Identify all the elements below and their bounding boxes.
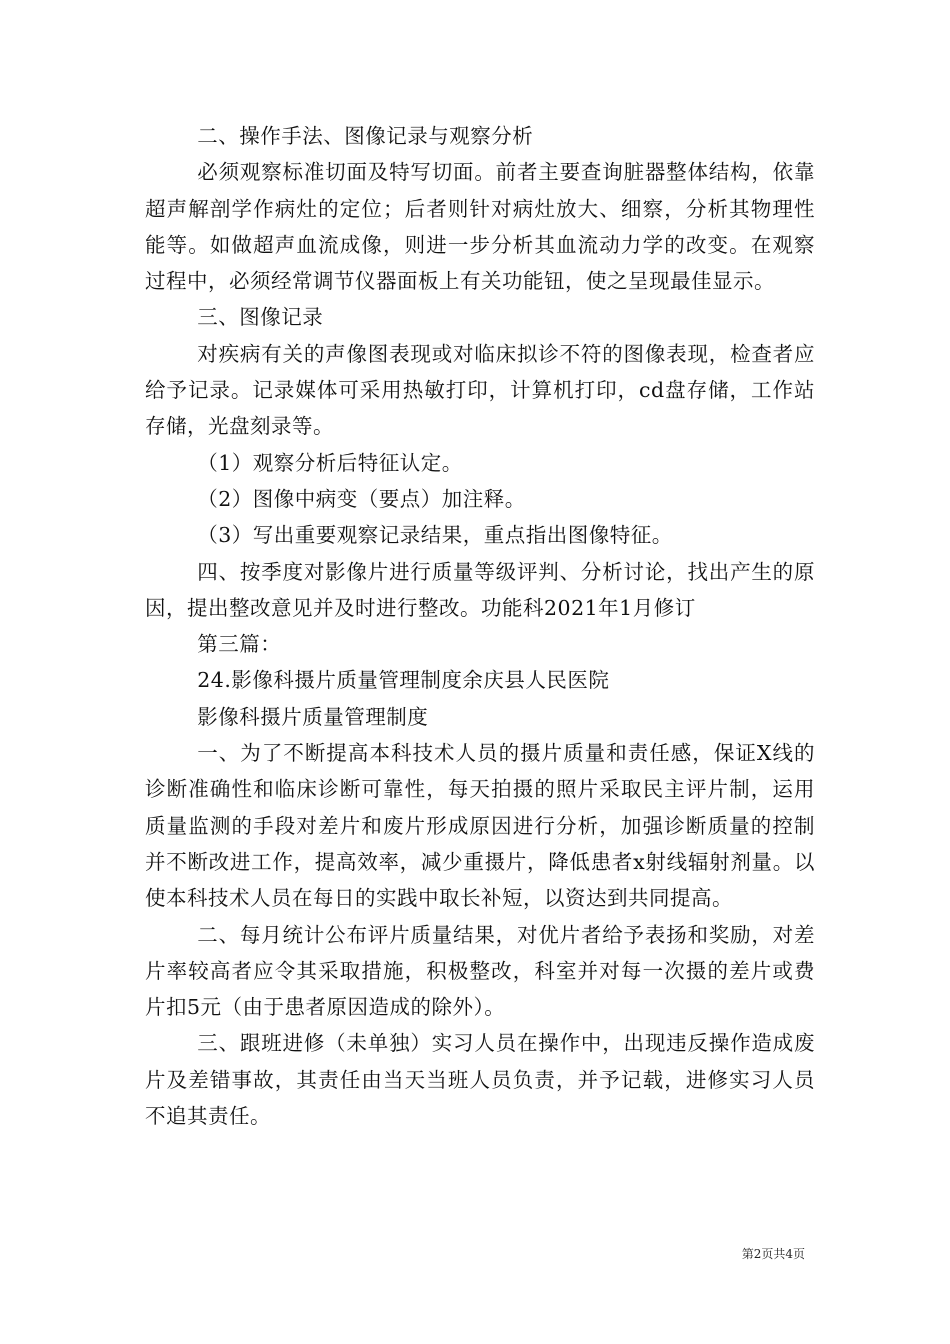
list-item-3: （3）写出重要观察记录结果，重点指出图像特征。 — [197, 523, 673, 548]
list-item-1: （1）观察分析后特征认定。 — [197, 450, 463, 475]
paragraph-rule-1: 一、为了不断提高本科技术人员的摄片质量和责任感，保证X线的诊断准确性和临床诊断可靠性，每天拍摄的照片采取民主评片制，运用质量监测的手段对差片和废片形成原因进行分析，加强诊断质量的控制并不断改进工作，提高效率，减少重摄片，降低患者x射线辐射剂量。以使本科技术人员在每日的实践中取长补短，以资达到共同提高。 — [145, 741, 815, 911]
document-subtitle: 24.影像科摄片质量管理制度余庆县人民医院 — [197, 668, 610, 693]
paragraph-rule-3: 三、跟班进修（未单独）实习人员在操作中，出现违反操作造成废片及差错事故，其责任由当天当班人员负责，并予记载，进修实习人员不追其责任。 — [145, 1031, 815, 1129]
section-heading-image-record: 三、图像记录 — [197, 305, 324, 330]
paragraph-rule-2: 二、每月统计公布评片质量结果，对优片者给予表扬和奖励，对差片率较高者应令其采取措施，积极整改，科室并对每一次摄的差片或费片扣5元（由于患者原因造成的除外）。 — [145, 922, 815, 1020]
section-heading-operation: 二、操作手法、图像记录与观察分析 — [197, 124, 534, 148]
paragraph-observation: 必须观察标准切面及特写切面。前者主要查询脏器整体结构，依靠超声解剖学作病灶的定位；后者则针对病灶放大、细察，分析其物理性能等。如做超声血流成像，则进一步分析其血流动力学的改变。在观察过程中，必须经常调节仪器面板上有关功能钮，使之呈现最佳显示。 — [145, 160, 815, 294]
document-title: 影像科摄片质量管理制度 — [197, 704, 429, 729]
paragraph-quarterly-review: 四、按季度对影像片进行质量等级评判、分析讨论，找出产生的原因，提出整改意见并及时进行整改。功能科2021年1月修订 — [145, 559, 815, 620]
paragraph-image-record: 对疾病有关的声像图表现或对临床拟诊不符的图像表现，检查者应给予记录。记录媒体可采用热敏打印，计算机打印，cd盘存储，工作站存储，光盘刻录等。 — [145, 341, 815, 439]
part-three-label: 第三篇： — [197, 632, 282, 657]
list-item-2: （2）图像中病变（要点）加注释。 — [197, 486, 526, 511]
page-number-footer: 第2页共4页 — [741, 1247, 805, 1261]
document-body — [145, 118, 815, 1134]
